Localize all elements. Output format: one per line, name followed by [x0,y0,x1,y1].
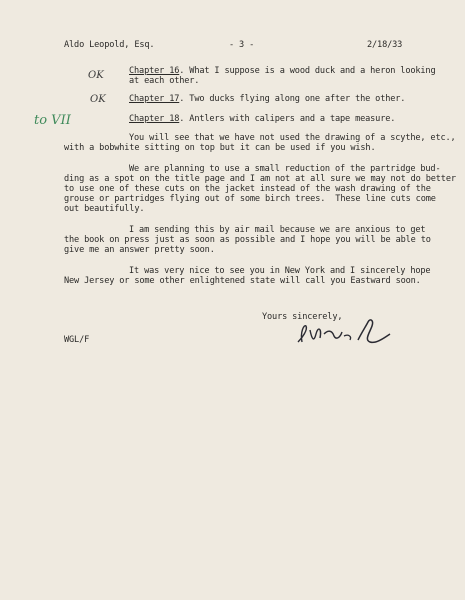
ok-note-2: OK [90,94,106,105]
chapter-18-label: Chapter 18 [129,114,180,124]
para-3-line-2: the book on press just as soon as possible and I hope you will be able to [64,235,431,245]
letter-date: 2/18/33 [367,40,403,50]
chapter-16-text-2: at each other. [129,76,200,86]
chapter-18-item [129,114,395,124]
closing: Yours sincerely, [262,312,343,322]
chapter-17-item [129,94,405,104]
green-margin-note: to VII [34,113,71,128]
para-2-line-5: out beautifully. [64,204,145,214]
page-number: - 3 - [229,40,255,50]
chapter-16-text-1: . What I suppose is a wood duck and a heron looking [179,66,436,76]
para-1-line-2: with a bobwhite sitting on top but it can be used if you wish. [64,143,376,153]
chapter-18-text: . Antlers with calipers and a tape measure. [179,114,396,124]
para-3-line-1: I am sending this by air mail because we are anxious to get [129,225,426,235]
chapter-16-item [129,66,435,76]
typist-initials: WGL/F [64,335,90,345]
para-4-line-1: It was very nice to see you in New York and I sincerely hope [129,266,431,276]
chapter-17-label: Chapter 17 [129,94,180,104]
para-3-line-3: give me an answer pretty soon. [64,245,215,255]
addressee: Aldo Leopold, Esq. [64,40,155,50]
para-1-line-1: You will see that we have not used the drawing of a scythe, etc., [129,133,456,143]
para-2-line-2: ding as a spot on the title page and I am not at all sure we may not do better [64,174,456,184]
para-2-line-4: grouse or partridges flying out of some birch trees. These line cuts come [64,194,436,204]
chapter-17-text: . Two ducks flying along one after the other. [179,94,406,104]
chapter-16-label: Chapter 16 [129,66,180,76]
para-2-line-3: to use one of these cuts on the jacket instead of the wash drawing of the [64,184,431,194]
para-4-line-2: New Jersey or some other enlightened state will call you Eastward soon. [64,276,421,286]
handwritten-signature [292,312,402,352]
ok-note-1: OK [88,70,104,81]
para-2-line-1: We are planning to use a small reduction of the partridge bud- [129,164,441,174]
